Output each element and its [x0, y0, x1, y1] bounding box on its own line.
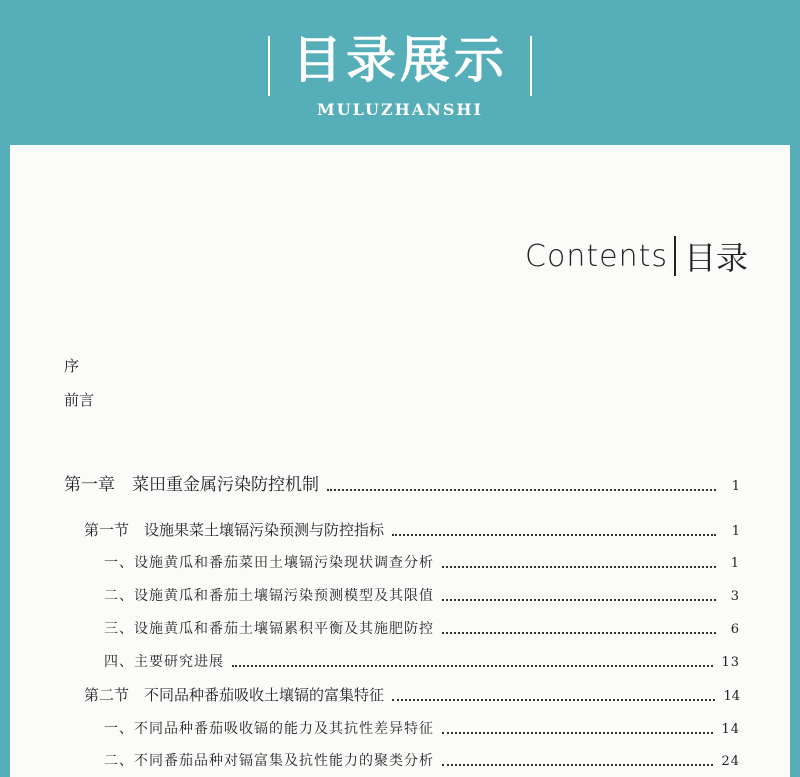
- toc-leader-dots: [442, 732, 713, 734]
- toc-entry-page: 1: [730, 556, 740, 571]
- toc-leader-dots: [442, 599, 716, 601]
- toc-entry-page: 14: [723, 689, 740, 704]
- front-matter-foreword: 前言: [64, 391, 95, 409]
- toc-entry-page: 1: [731, 479, 740, 494]
- toc-entry-page: 13: [721, 655, 740, 670]
- toc-entry-section-1[interactable]: [84, 519, 740, 540]
- toc-entry-subsection[interactable]: [104, 750, 740, 770]
- toc-entry-title: 三、设施黄瓜和番茄土壤镉累积平衡及其施肥防控: [104, 621, 434, 637]
- toc-entry-page: 24: [721, 754, 740, 769]
- toc-entry-title: 第一节 设施果菜土壤镉污染预测与防控指标: [84, 521, 385, 539]
- toc-entry-title: 第一章 菜田重金属污染防控机制: [64, 475, 319, 495]
- contents-divider: [674, 236, 676, 276]
- contents-heading: [525, 233, 748, 279]
- toc-entry-page: 3: [730, 589, 740, 604]
- front-matter-preface: 序: [64, 357, 80, 375]
- toc-entry-page: 14: [721, 722, 740, 737]
- toc-entry-subsection[interactable]: [104, 585, 740, 605]
- toc-entry-subsection[interactable]: [104, 718, 740, 738]
- toc-entry-title: 四、主要研究进展: [104, 654, 224, 670]
- toc-entry-subsection[interactable]: [104, 618, 740, 638]
- toc-entry-title: 一、设施黄瓜和番茄菜田土壤镉污染现状调查分析: [104, 555, 434, 571]
- toc-entry-subsection[interactable]: [104, 651, 740, 671]
- toc-entry-subsection[interactable]: [104, 552, 740, 572]
- toc-entry-title: 二、设施黄瓜和番茄土壤镉污染预测模型及其限值: [104, 588, 434, 604]
- toc-entry-page: 1: [731, 524, 740, 539]
- contents-heading-en: Contents: [525, 238, 668, 274]
- toc-leader-dots: [392, 534, 716, 536]
- header-banner: [0, 0, 800, 145]
- banner-title: 目录展示: [292, 30, 508, 89]
- toc-page: [10, 145, 790, 777]
- toc-leader-dots: [392, 699, 715, 701]
- toc-leader-dots: [327, 489, 716, 491]
- toc-entry-page: 6: [730, 622, 740, 637]
- contents-heading-cn: 目录: [683, 239, 748, 277]
- toc-leader-dots: [232, 665, 713, 667]
- toc-entry-section-2[interactable]: [84, 684, 740, 705]
- toc-leader-dots: [442, 764, 713, 766]
- banner-subtitle: MULUZHANSHI: [317, 100, 483, 119]
- toc-leader-dots: [442, 566, 716, 568]
- toc-entry-chapter-1[interactable]: [64, 470, 740, 495]
- toc-entry-title: 二、不同番茄品种对镉富集及抗性能力的聚类分析: [104, 753, 434, 769]
- toc-entry-title: 一、不同品种番茄吸收镉的能力及其抗性差异特征: [104, 721, 434, 737]
- toc-leader-dots: [442, 632, 716, 634]
- toc-entry-title: 第二节 不同品种番茄吸收土壤镉的富集特征: [84, 686, 385, 704]
